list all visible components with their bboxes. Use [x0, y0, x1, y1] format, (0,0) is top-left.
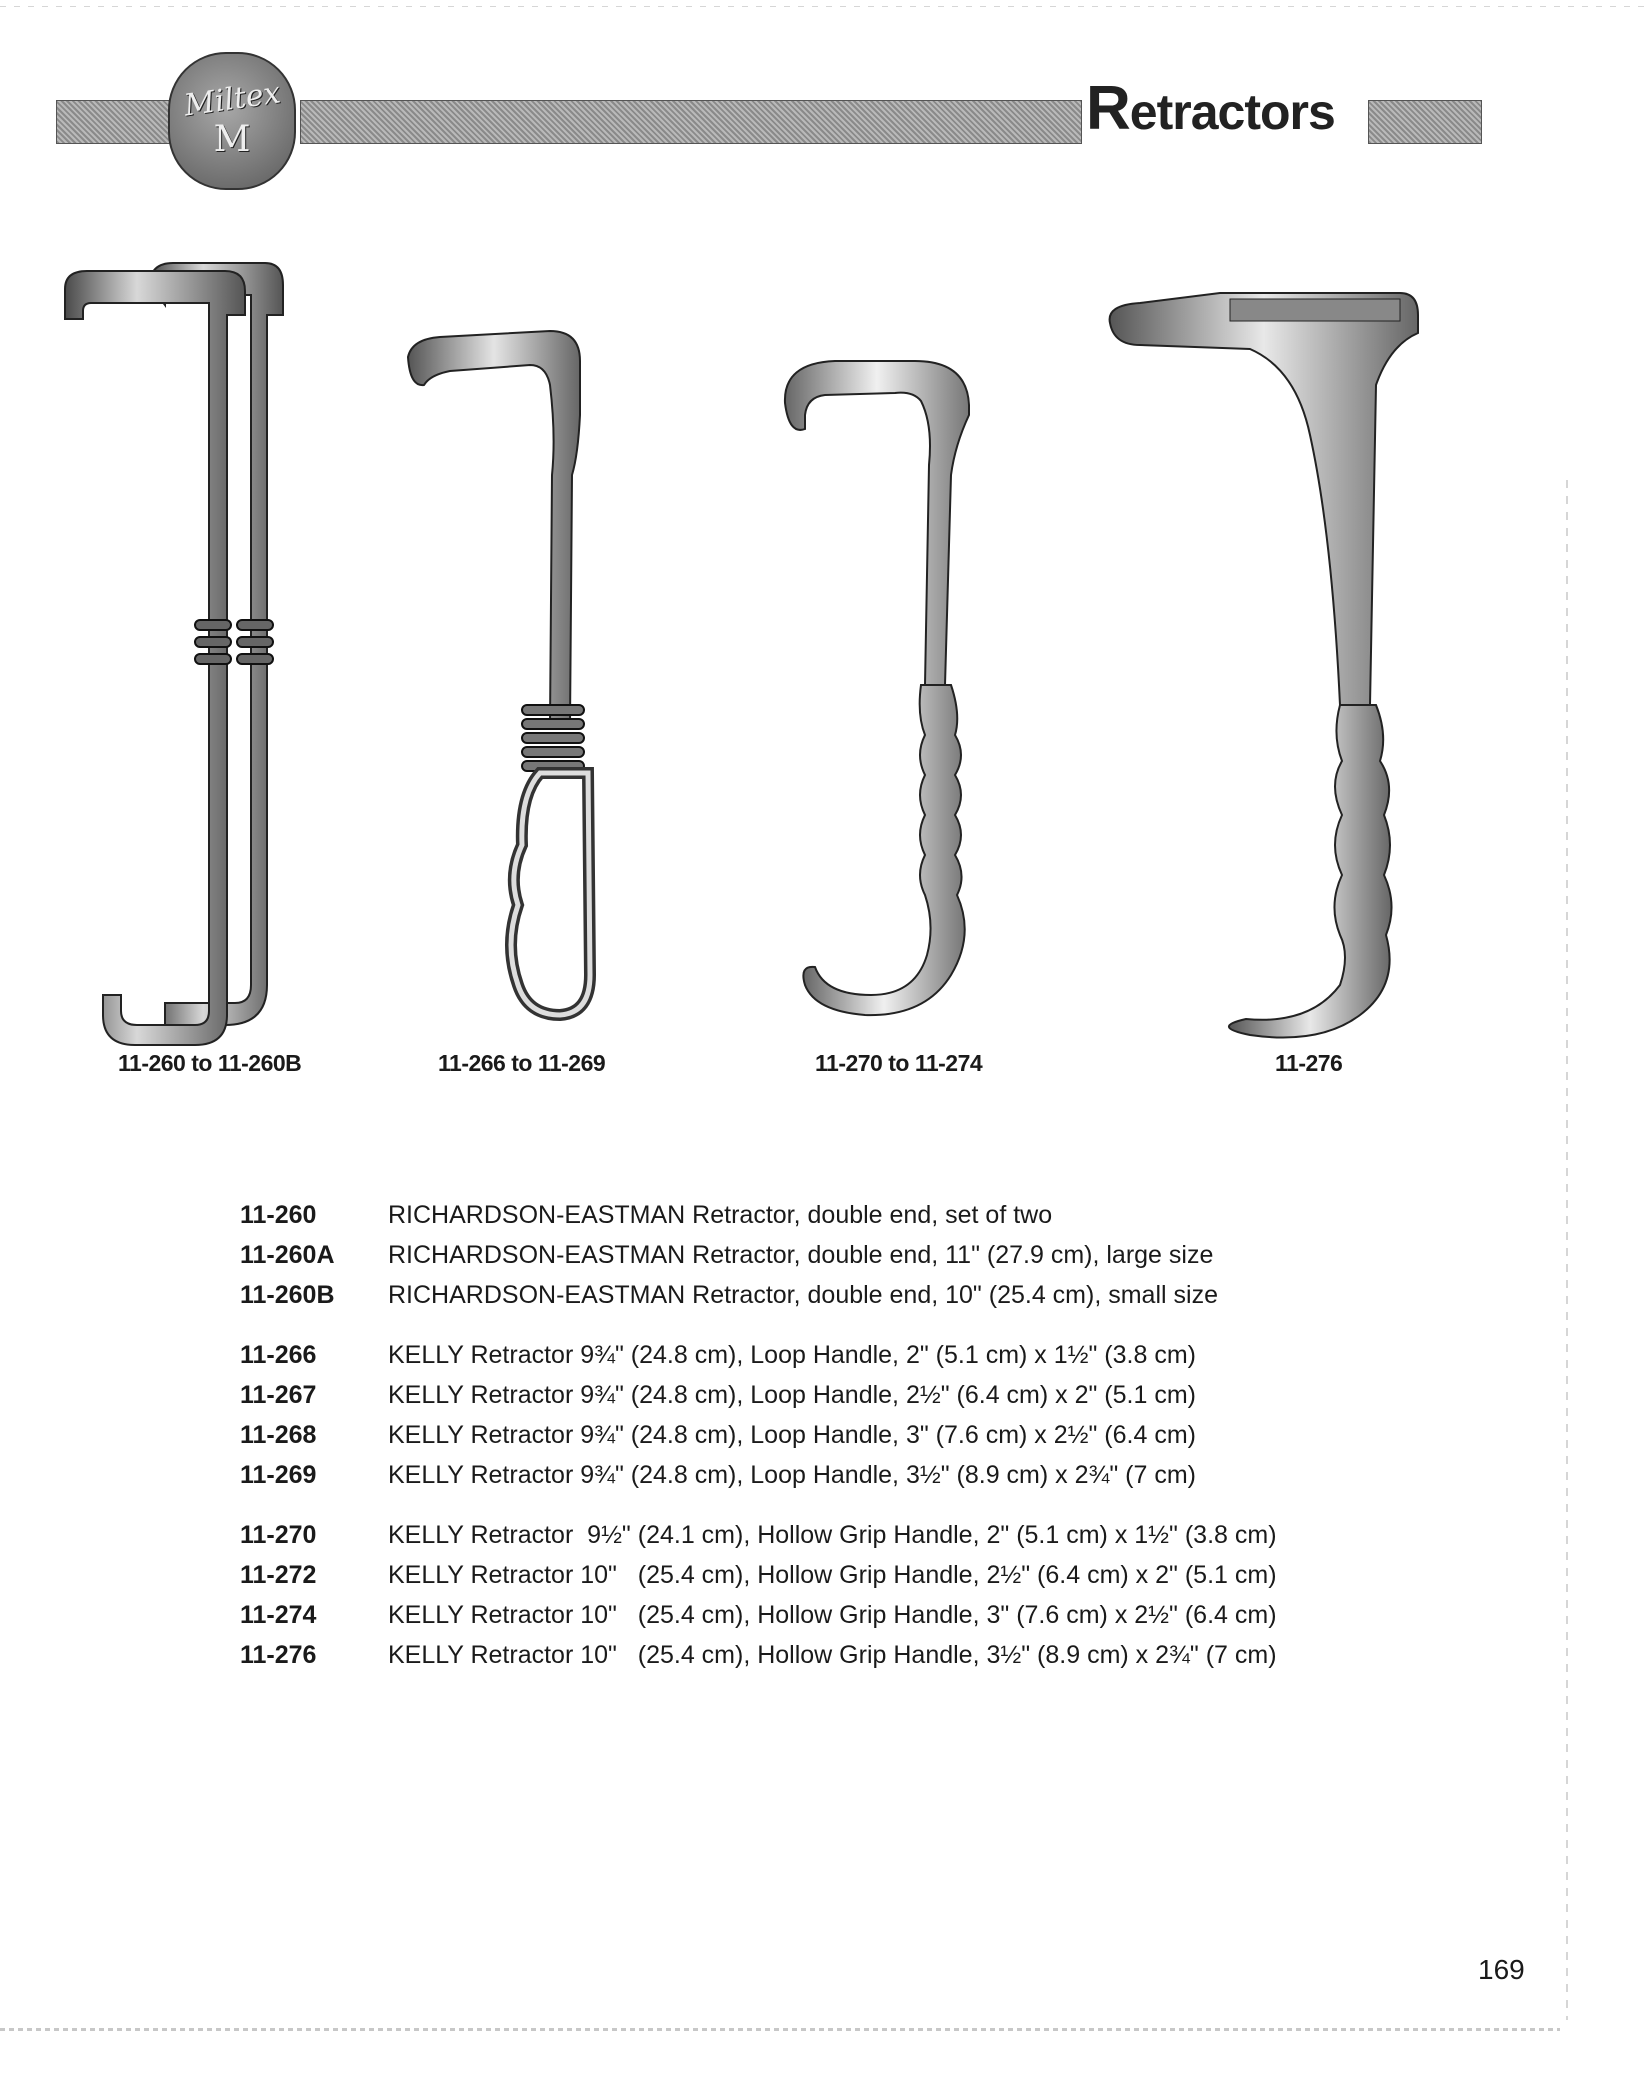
item-code: 11-270: [240, 1521, 317, 1549]
catalog-row: [240, 1635, 1277, 1675]
catalog-row: [240, 1335, 1277, 1375]
item-description: KELLY Retractor 9¾" (24.8 cm), Loop Handle, 3½" (8.9 cm) x 2¾" (7 cm): [388, 1461, 1196, 1489]
item-code: 11-266: [240, 1341, 317, 1369]
catalog-row: [240, 1275, 1277, 1315]
scan-artifact-right: [1566, 480, 1568, 2020]
item-code: 11-276: [240, 1641, 317, 1669]
catalog-row: [240, 1515, 1277, 1555]
kelly-hollow-grip-retractor-icon: [775, 355, 1005, 1045]
item-description: KELLY Retractor 9¾" (24.8 cm), Loop Handle, 2" (5.1 cm) x 1½" (3.8 cm): [388, 1341, 1196, 1369]
scan-artifact-bottom: [0, 2028, 1560, 2031]
header-band-right: [1368, 100, 1482, 144]
item-description: RICHARDSON-EASTMAN Retractor, double end, 11" (27.9 cm), large size: [388, 1241, 1214, 1269]
kelly-loop-handle-retractor-icon: [400, 325, 600, 1045]
logo-script-text: Miltex: [181, 75, 283, 124]
item-code: 11-269: [240, 1461, 317, 1489]
item-code: 11-274: [240, 1601, 317, 1629]
figure-caption-kelly-hollow: 11-270 to 11-274: [815, 1050, 983, 1076]
item-description: KELLY Retractor 10" (25.4 cm), Hollow Grip Handle, 2½" (6.4 cm) x 2" (5.1 cm): [388, 1561, 1277, 1589]
item-description: RICHARDSON-EASTMAN Retractor, double end, set of two: [388, 1201, 1053, 1229]
header-band-middle: [300, 100, 1082, 144]
item-code: 11-260: [240, 1201, 317, 1229]
title-initial: R: [1086, 74, 1130, 143]
catalog-row: [240, 1195, 1277, 1235]
catalog-row: [240, 1595, 1277, 1635]
item-description: KELLY Retractor 9¾" (24.8 cm), Loop Handle, 2½" (6.4 cm) x 2" (5.1 cm): [388, 1381, 1196, 1409]
item-code: 11-267: [240, 1381, 317, 1409]
logo-monogram: M: [213, 119, 251, 160]
item-description: KELLY Retractor 9¾" (24.8 cm), Loop Handle, 3" (7.6 cm) x 2½" (6.4 cm): [388, 1421, 1196, 1449]
catalog-table: [240, 1195, 1277, 1675]
header-band-left: [56, 100, 170, 144]
item-description: KELLY Retractor 9½" (24.1 cm), Hollow Grip Handle, 2" (5.1 cm) x 1½" (3.8 cm): [388, 1521, 1277, 1549]
item-description: KELLY Retractor 10" (25.4 cm), Hollow Grip Handle, 3" (7.6 cm) x 2½" (6.4 cm): [388, 1601, 1277, 1629]
catalog-row: [240, 1235, 1277, 1275]
catalog-row: [240, 1455, 1277, 1495]
figure-caption-richardson-eastman: 11-260 to 11-260B: [118, 1050, 302, 1076]
kelly-wide-blade-retractor-icon: [1100, 285, 1420, 1055]
item-description: KELLY Retractor 10" (25.4 cm), Hollow Grip Handle, 3½" (8.9 cm) x 2¾" (7 cm): [388, 1641, 1277, 1669]
figure-caption-kelly-wide: 11-276: [1275, 1050, 1343, 1076]
catalog-row: [240, 1375, 1277, 1415]
page-title: [1086, 74, 1335, 143]
miltex-logo: [168, 52, 296, 190]
group-spacer: [240, 1495, 1277, 1515]
figure-caption-kelly-loop: 11-266 to 11-269: [438, 1050, 606, 1076]
title-rest: etractors: [1129, 84, 1335, 140]
catalog-row: [240, 1555, 1277, 1595]
item-description: RICHARDSON-EASTMAN Retractor, double end, 10" (25.4 cm), small size: [388, 1281, 1218, 1309]
group-spacer: [240, 1315, 1277, 1335]
page-number: 169: [1478, 1954, 1525, 1985]
item-code: 11-268: [240, 1421, 317, 1449]
richardson-eastman-retractor-icon: [55, 255, 295, 1075]
item-code: 11-260B: [240, 1281, 335, 1309]
item-code: 11-260A: [240, 1241, 335, 1269]
scan-artifact-top: [0, 6, 1646, 7]
item-code: 11-272: [240, 1561, 317, 1589]
catalog-row: [240, 1415, 1277, 1455]
